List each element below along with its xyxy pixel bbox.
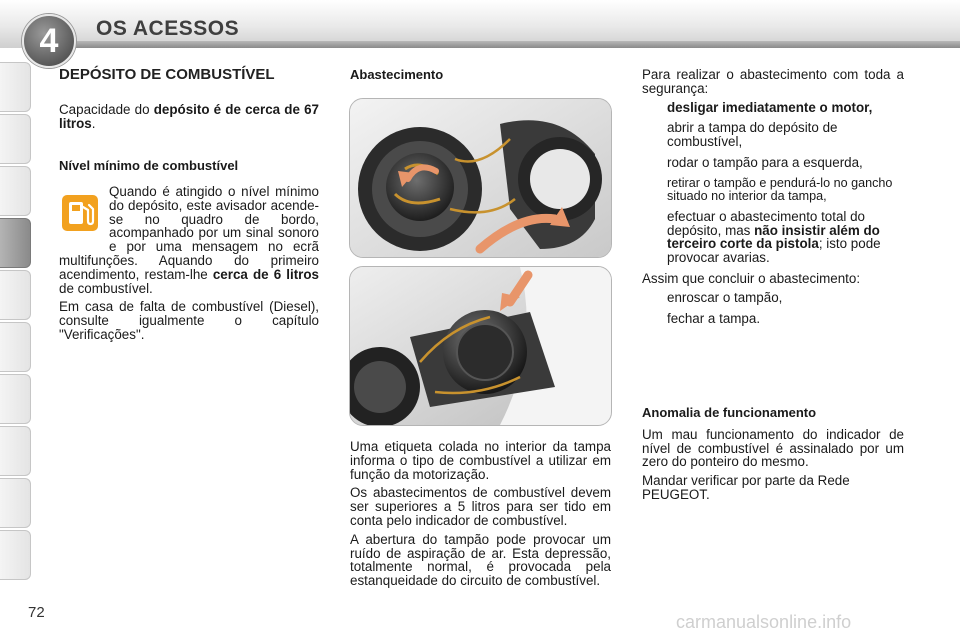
chapter-tab-1[interactable] — [0, 62, 31, 112]
safety-procedure — [642, 68, 904, 332]
refuelling-photo-turn-cap — [349, 98, 612, 258]
chapter-title: OS ACESSOS — [96, 17, 240, 40]
chapter-tab-6[interactable] — [0, 322, 31, 372]
refuelling-notes — [350, 440, 611, 593]
chapter-tab-4-active[interactable] — [0, 218, 31, 268]
step-text: efectuar o abastecimento total do depósito, mas — [667, 208, 866, 238]
chapter-tabs — [0, 62, 32, 582]
chapter-tab-2[interactable] — [0, 114, 31, 164]
chapter-tab-9[interactable] — [0, 478, 31, 528]
after-refuel-intro: Assim que concluir o abastecimento: — [642, 270, 861, 286]
step-text: enroscar o tampão, — [667, 289, 783, 305]
chapter-tab-3[interactable] — [0, 166, 31, 216]
step-item — [642, 210, 904, 265]
min-level-text — [59, 185, 319, 347]
capacity-suffix: . — [91, 115, 96, 131]
chapter-tab-10[interactable] — [0, 530, 31, 580]
step-item — [642, 291, 904, 305]
empty-fuel-paragraph: Em casa de falta de combustível (Diesel), consulte igualmente o capítulo "Verificações". — [59, 299, 319, 342]
step-text: fechar a tampa. — [667, 310, 761, 326]
min-volume-paragraph: Os abastecimentos de combustível devem ser superiores a 5 litros para ser tido em conta pelo indicador de combustível. — [350, 485, 611, 528]
step-text: rodar o tampão para a esquerda, — [667, 154, 863, 170]
chapter-tab-5[interactable] — [0, 270, 31, 320]
air-noise-paragraph: A abertura do tampão pode provocar um ruído de aspiração de ar. Esta depressão, totalmente normal, é provocada pela estanqueidade do circuito de combustível. — [350, 531, 611, 589]
min-level-title: Nível mínimo de combustível — [59, 158, 239, 173]
watermark: carmanualsonline.info — [676, 612, 852, 632]
step-text-bold: não insistir além do terceiro corte da pistola — [667, 222, 880, 252]
capacity-paragraph — [59, 103, 319, 136]
step-text: ; isto pode provocar avarias. — [667, 236, 881, 266]
min-level-reserve: cerca de 6 litros — [212, 266, 319, 282]
after-refuel-steps — [642, 291, 904, 326]
capacity-value: depósito é de cerca de 67 litros — [59, 102, 319, 131]
chapter-tab-7[interactable] — [0, 374, 31, 424]
step-item — [642, 177, 904, 203]
header-rule — [60, 41, 960, 48]
anomaly-section — [642, 406, 904, 507]
chapter-tab-8[interactable] — [0, 426, 31, 476]
capacity-prefix: Capacidade do — [59, 102, 154, 117]
refuelling-photo-hang-cap — [349, 266, 612, 426]
refuelling-title: Abastecimento — [350, 67, 444, 82]
page-number: 72 — [28, 604, 45, 621]
step-item — [642, 156, 904, 170]
min-level-text-b: de combustível. — [59, 280, 153, 296]
safety-intro: Para realizar o abastecimento com toda a segurança: — [642, 67, 904, 96]
step-text: abrir a tampa do depósito de combustível, — [667, 120, 838, 150]
anomaly-paragraph-2: Mandar verificar por parte da Rede PEUGEOT. — [642, 473, 850, 502]
step-text-bold: desligar imediatamente o motor, — [667, 99, 873, 115]
step-item — [642, 121, 904, 149]
chapter-number-badge: 4 — [22, 14, 76, 68]
min-level-text-a: Quando é atingido o nível mínimo do depósito, este avisador acende-se no quadro de bordo, acompanhado por um sinal sonoro e por uma mensagem no ecrã multifunções. Aquando do primeiro acendimento, restam-lhe — [59, 184, 319, 282]
step-item — [642, 312, 904, 326]
anomaly-paragraph-1: Um mau funcionamento do indicador de nível de combustível é assinalado por um zero do ponteiro do mesmo. — [642, 426, 904, 470]
step-text: retirar o tampão e pendurá-lo no gancho situado no interior da tampa, — [667, 175, 893, 203]
label-note-paragraph: Uma etiqueta colada no interior da tampa informa o tipo de combustível a utilizar em função da motorização. — [350, 439, 611, 482]
step-item — [642, 101, 904, 115]
anomaly-title: Anomalia de funcionamento — [642, 405, 817, 420]
safety-steps-list — [642, 101, 904, 265]
section-title: DEPÓSITO DE COMBUSTÍVEL — [59, 66, 275, 83]
